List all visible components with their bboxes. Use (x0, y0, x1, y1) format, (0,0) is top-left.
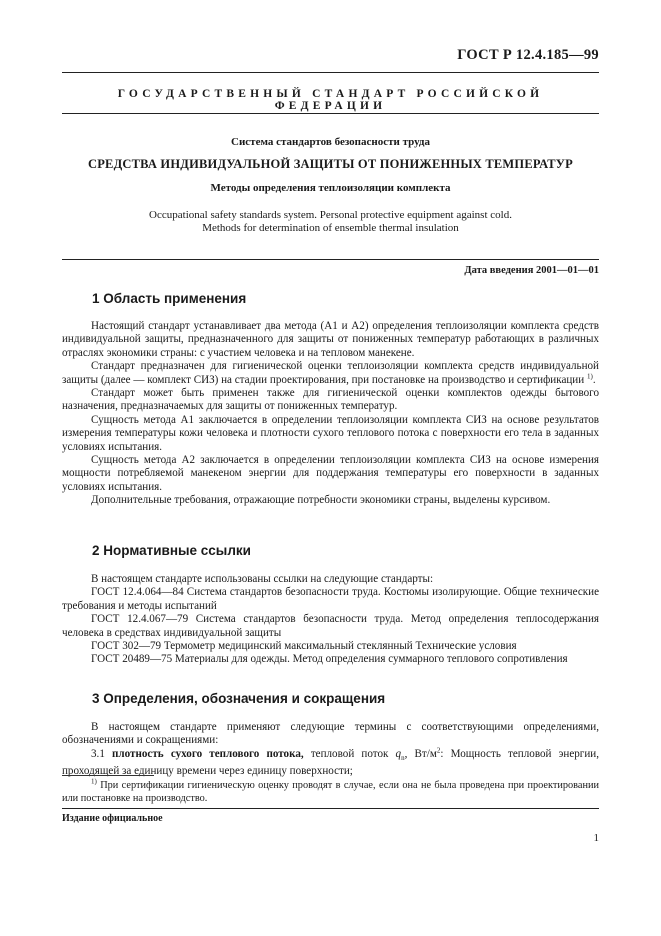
paragraph: Сущность метода А1 заключается в определении теплоизоляции комплекта СИЗ на основе результатов измерения температуры кожи человека и плотности сухого теплового потока с поверхности его тела в заданных условиях испытания. (62, 413, 599, 453)
paragraph: Дополнительные требования, отражающие потребности экономики страны, выделены курсивом. (91, 494, 551, 507)
footnote-ref: 1) (586, 371, 593, 380)
section-2-body (62, 573, 599, 667)
english-title-line-2: Methods for determination of ensemble thermal insulation (202, 222, 459, 234)
reference-item: ГОСТ 302—79 Термометр медицинский максимальный стеклянный Технические условия (91, 640, 517, 653)
footnote (62, 779, 599, 805)
paragraph: Стандарт может быть применен также для гигиенической оценки комплектов одежды бытового назначения, предназначаемых для защиты от пониженных температур. (62, 387, 599, 413)
document-number: ГОСТ Р 12.4.185—99 (457, 47, 599, 63)
definition-text: , Вт/м (404, 747, 437, 760)
paragraph: Сущность метода А2 заключается в определении теплоизоляции комплекта СИЗ на основе измерения мощности потребляемой манекеном энергии для поддержания температуры его поверхности в заданных условиях испытания. (62, 454, 599, 493)
paragraph-text: Стандарт предназначен для гигиенической оценки теплоизоляции комплекта средств индивидуальной защиты (далее — комплект СИЗ) на стадии проектирования, при постановке на производство и сертификации (62, 360, 599, 386)
header-rule (62, 72, 599, 73)
definition-text: тепловой поток (310, 747, 389, 760)
section-2-heading: 2 Нормативные ссылки (92, 543, 251, 558)
effective-date: Дата введения 2001—01—01 (464, 265, 599, 276)
edition-label: Издание официальное (62, 813, 163, 824)
section-3-heading: 3 Определения, обозначения и сокращения (92, 691, 386, 706)
paragraph: В настоящем стандарте использованы ссылки на следующие стандарты: (91, 573, 434, 585)
definition-number: 3.1 (91, 747, 105, 760)
document-subtitle: Методы определения теплоизоляции комплекта (210, 182, 451, 194)
footer-rule (62, 808, 599, 809)
reference-item: ГОСТ 12.4.064—84 Система стандартов безопасности труда. Костюмы изолирующие. Общие технические требования и методы испытаний (62, 586, 599, 612)
unit-superscript: 2 (436, 746, 441, 755)
title-block-rule (62, 259, 599, 260)
reference-item: ГОСТ 20489—75 Материалы для одежды. Метод определения суммарного теплового сопротивления (91, 653, 568, 666)
paragraph: Настоящий стандарт устанавливает два метода (А1 и А2) определения теплоизоляции комплекта средств индивидуальной защиты, предназначенного для защиты от пониженных температур работающих в различных отраслях экономики страны: с участием человека и на тепловом манекене. (62, 320, 599, 359)
paragraph-end: . (592, 373, 596, 386)
definition-symbol-sub: n (401, 754, 405, 763)
paragraph: В настоящем стандарте применяют следующие термины с соответствующими определениями, обозначениями и сокращениями: (62, 721, 599, 747)
section-1-body (62, 320, 599, 508)
section-1-heading: 1 Область применения (92, 291, 247, 306)
section-3-body (62, 721, 599, 779)
state-standard-title: ГОСУДАРСТВЕННЫЙ СТАНДАРТ РОССИЙСКОЙ ФЕДЕРАЦИИ (117, 88, 544, 112)
footnote-mark: 1) (91, 777, 97, 786)
footnote-rule (62, 775, 154, 776)
document-title: СРЕДСТВА ИНДИВИДУАЛЬНОЙ ЗАЩИТЫ ОТ ПОНИЖЕННЫХ ТЕМПЕРАТУР (87, 157, 574, 171)
definition-symbol: q (395, 747, 402, 760)
footnote-text: При сертификации гигиеническую оценку проводят в случае, если она не была проведена при проектировании или постановке на производство. (62, 780, 599, 804)
definition-text: : Мощность тепловой энергии, проходящей за единицу времени через единицу поверхности; (62, 747, 599, 778)
paragraph (62, 360, 599, 387)
english-title (62, 209, 599, 235)
header-rule-lower (62, 113, 599, 114)
standard-series: Система стандартов безопасности труда (231, 136, 430, 148)
definition-term: плотность сухого теплового потока, (112, 747, 304, 760)
page-number: 1 (593, 832, 599, 844)
reference-item: ГОСТ 12.4.067—79 Система стандартов безопасности труда. Метод определения теплосодержания человека в средствах индивидуальной защиты (62, 613, 599, 639)
english-title-line-1: Occupational safety standards system. Personal protective equipment against cold. (149, 209, 512, 221)
